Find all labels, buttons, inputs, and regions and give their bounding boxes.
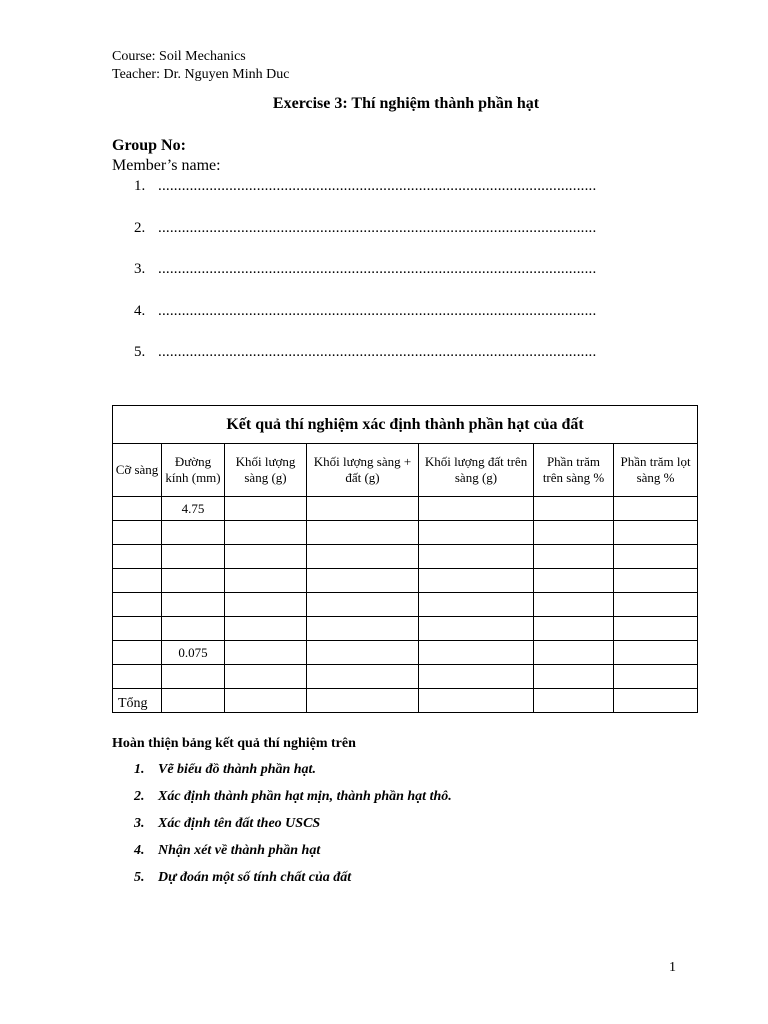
table-row <box>113 497 698 521</box>
table-cell[interactable] <box>225 497 307 521</box>
table-cell[interactable] <box>307 497 419 521</box>
results-table <box>112 405 698 713</box>
table-row <box>113 617 698 641</box>
table-cell[interactable] <box>162 593 225 617</box>
table-cell[interactable] <box>534 593 614 617</box>
table-cell[interactable] <box>534 545 614 569</box>
table-cell[interactable] <box>113 569 162 593</box>
table-cell[interactable] <box>113 593 162 617</box>
column-header: Khối lượng sàng + đất (g) <box>307 444 419 497</box>
member-line-4 <box>134 303 596 320</box>
table-cell[interactable] <box>534 617 614 641</box>
column-header: Khối lượng sàng (g) <box>225 444 307 497</box>
member-number: 2. <box>134 220 146 236</box>
table-row <box>113 569 698 593</box>
table-cell[interactable] <box>162 689 225 713</box>
table-cell[interactable] <box>614 545 698 569</box>
page-number: 1 <box>669 960 676 975</box>
table-cell[interactable] <box>113 545 162 569</box>
table-row <box>113 641 698 665</box>
task-text: Xác định thành phần hạt mịn, thành phần hạt thô. <box>158 789 452 804</box>
task-text: Dự đoán một số tính chất của đất <box>158 870 352 885</box>
table-cell[interactable] <box>614 641 698 665</box>
table-cell[interactable] <box>225 665 307 689</box>
table-cell[interactable] <box>534 641 614 665</box>
table-cell[interactable] <box>225 593 307 617</box>
table-cell[interactable] <box>614 593 698 617</box>
table-cell[interactable] <box>614 665 698 689</box>
task-item-3 <box>134 816 320 832</box>
table-cell[interactable] <box>614 497 698 521</box>
table-cell[interactable] <box>225 689 307 713</box>
table-cell[interactable] <box>113 617 162 641</box>
table-cell[interactable] <box>162 569 225 593</box>
table-cell[interactable] <box>307 641 419 665</box>
member-name-blank: ............................................................................................................... <box>158 220 597 236</box>
table-cell[interactable] <box>162 521 225 545</box>
table-cell[interactable] <box>225 641 307 665</box>
column-header: Cỡ sàng <box>113 444 162 497</box>
table-row <box>113 593 698 617</box>
table-cell[interactable] <box>307 545 419 569</box>
table-cell[interactable] <box>534 521 614 545</box>
member-name-blank: ............................................................................................................... <box>158 178 597 194</box>
table-cell[interactable] <box>307 617 419 641</box>
task-item-1 <box>134 762 316 778</box>
column-header: Khối lượng đất trên sàng (g) <box>419 444 534 497</box>
column-header: Phần trăm lọt sàng % <box>614 444 698 497</box>
member-line-5 <box>134 344 596 361</box>
table-cell[interactable] <box>162 665 225 689</box>
table-cell[interactable] <box>419 617 534 641</box>
table-cell[interactable] <box>225 617 307 641</box>
table-row <box>113 545 698 569</box>
table-cell[interactable] <box>307 569 419 593</box>
table-cell[interactable] <box>614 569 698 593</box>
table-body <box>113 497 698 689</box>
table-cell[interactable] <box>614 521 698 545</box>
member-number: 1. <box>134 178 146 194</box>
table-cell[interactable] <box>307 665 419 689</box>
table-cell[interactable] <box>419 641 534 665</box>
member-name-blank: ............................................................................................................... <box>158 261 597 277</box>
total-label: Tổng <box>113 689 162 713</box>
member-number: 5. <box>134 344 146 360</box>
table-cell[interactable] <box>614 617 698 641</box>
table-cell[interactable] <box>534 665 614 689</box>
member-line-2 <box>134 220 596 237</box>
member-number: 4. <box>134 303 146 319</box>
table-caption: Kết quả thí nghiệm xác định thành phần hạt của đất <box>113 406 698 444</box>
task-number: 2. <box>134 789 145 804</box>
table-cell[interactable] <box>113 641 162 665</box>
table-cell[interactable] <box>534 497 614 521</box>
task-number: 4. <box>134 843 145 858</box>
table-cell[interactable] <box>534 569 614 593</box>
task-number: 5. <box>134 870 145 885</box>
table-cell[interactable] <box>162 545 225 569</box>
member-name-blank: ............................................................................................................... <box>158 303 597 319</box>
course-line: Course: Soil Mechanics <box>112 49 246 64</box>
table-cell[interactable] <box>534 689 614 713</box>
table-cell[interactable] <box>113 665 162 689</box>
column-header: Đường kính (mm) <box>162 444 225 497</box>
teacher-line: Teacher: Dr. Nguyen Minh Duc <box>112 67 290 82</box>
table-cell[interactable] <box>307 593 419 617</box>
task-item-2 <box>134 789 452 805</box>
page-title: Exercise 3: Thí nghiệm thành phần hạt <box>272 95 540 112</box>
table-cell[interactable] <box>419 569 534 593</box>
member-number: 3. <box>134 261 146 277</box>
table-row <box>113 665 698 689</box>
task-item-4 <box>134 843 320 859</box>
table-cell[interactable] <box>307 521 419 545</box>
table-cell[interactable]: 4.75 <box>162 497 225 521</box>
table-cell[interactable]: 0.075 <box>162 641 225 665</box>
table-cell[interactable] <box>113 521 162 545</box>
table-cell[interactable] <box>419 665 534 689</box>
table-cell[interactable] <box>307 689 419 713</box>
task-item-5 <box>134 870 351 886</box>
table-cell[interactable] <box>419 545 534 569</box>
tasks-heading: Hoàn thiện bảng kết quả thí nghiệm trên <box>112 736 356 751</box>
column-header: Phần trăm trên sàng % <box>534 444 614 497</box>
table-cell[interactable] <box>225 521 307 545</box>
table-cell[interactable] <box>419 593 534 617</box>
group-label: Group No: <box>112 137 186 154</box>
task-text: Nhận xét về thành phần hạt <box>158 843 321 858</box>
task-number: 1. <box>134 762 145 777</box>
member-name-blank: ............................................................................................................... <box>158 344 597 360</box>
table-cell[interactable] <box>113 497 162 521</box>
table-cell[interactable] <box>162 617 225 641</box>
task-text: Vẽ biểu đồ thành phần hạt. <box>158 762 316 777</box>
table-cell[interactable] <box>419 521 534 545</box>
table-cell[interactable] <box>614 689 698 713</box>
task-text: Xác định tên đất theo USCS <box>158 816 321 831</box>
table-cell[interactable] <box>419 497 534 521</box>
member-line-3 <box>134 261 596 278</box>
table-cell[interactable] <box>419 689 534 713</box>
task-number: 3. <box>134 816 145 831</box>
table-row <box>113 521 698 545</box>
member-line-1 <box>134 178 596 195</box>
members-label: Member’s name: <box>112 157 221 174</box>
table-cell[interactable] <box>225 569 307 593</box>
table-cell[interactable] <box>225 545 307 569</box>
